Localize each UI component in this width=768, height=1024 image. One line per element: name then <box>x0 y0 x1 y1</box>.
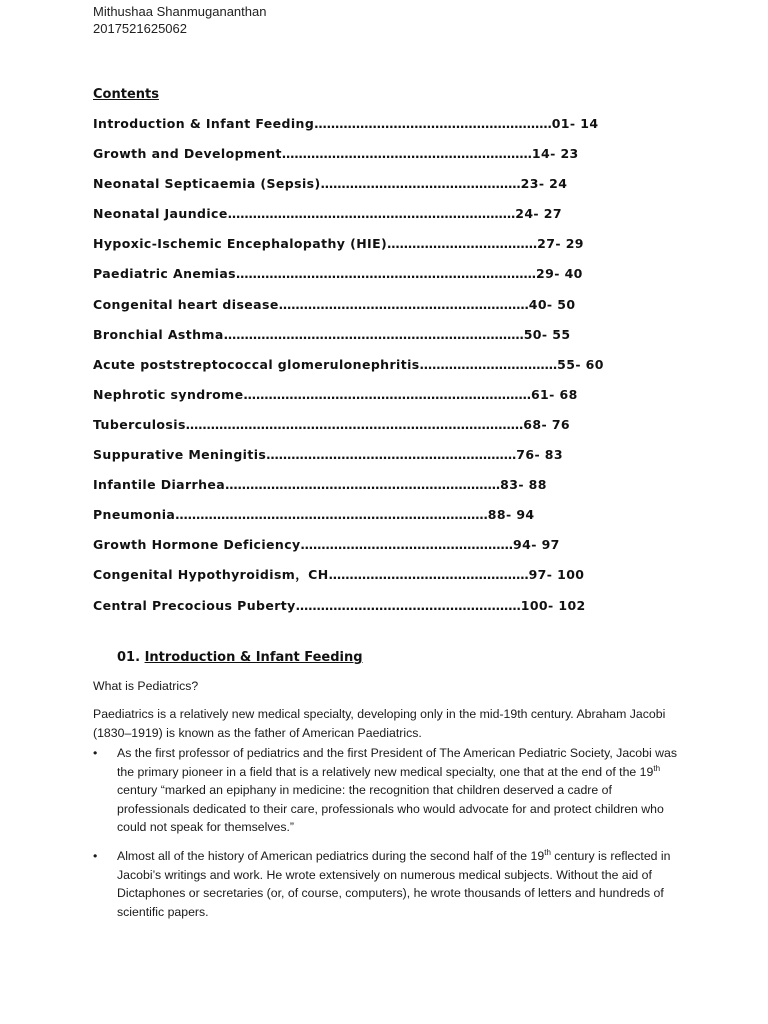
question-text: What is Pediatrics? <box>93 679 199 693</box>
toc-entry <box>93 506 653 536</box>
toc-entry-title: Bronchial Asthma <box>93 326 224 342</box>
toc-entry <box>93 597 653 627</box>
toc-entry <box>93 145 653 175</box>
toc-entry <box>93 296 653 326</box>
toc-entry-title: Neonatal Jaundice <box>93 206 228 222</box>
toc-entry <box>93 115 653 145</box>
toc-entry <box>93 356 653 386</box>
toc-leader-dots: ………………………………………… <box>320 176 521 192</box>
toc-entry-title: Central Precocious Puberty <box>93 597 296 613</box>
toc-entry-title: Hypoxic-Ischemic Encephalopathy (HIE) <box>93 236 388 252</box>
toc-page-range: 40- 50 <box>528 296 576 312</box>
toc-page-range: 76- 83 <box>516 447 563 463</box>
toc-entry-title: Suppurative Meningitis <box>93 447 267 463</box>
toc-page-range: 68- 76 <box>523 416 571 432</box>
toc-leader-dots: ……………………………………………… <box>295 597 521 613</box>
toc-entry-title: Acute poststreptococcal glomerulonephritis <box>93 356 420 372</box>
toc-page-range: 24- 27 <box>515 206 562 222</box>
toc-entry <box>93 536 653 566</box>
bullet-text: As the first professor of pediatrics and the first President of The American Pediatric Society, Jacobi was the primary pioneer in a field that is a relatively new medical specialty, one that at the end of the 19 <box>117 746 677 779</box>
toc-entry <box>93 566 653 596</box>
section-heading <box>117 650 363 665</box>
toc-entry <box>93 265 653 295</box>
toc-leader-dots: ……………………………………………………………… <box>236 266 537 282</box>
toc-entry-title: Growth Hormone Deficiency <box>93 537 301 553</box>
contents-heading: Contents <box>93 87 159 102</box>
toc-page-range: 27- 29 <box>537 236 584 252</box>
toc-leader-dots: ……………………………………………………………… <box>223 326 524 342</box>
toc-leader-dots: ………………………………………………………………… <box>175 507 488 523</box>
toc-leader-dots: …………………………………………………… <box>266 447 517 463</box>
toc-entry <box>93 416 653 446</box>
toc-page-range: 100- 102 <box>520 597 586 613</box>
toc-entry-title: Infantile Diarrhea <box>93 477 226 493</box>
toc-leader-dots: …………………………………………………………… <box>243 386 531 402</box>
bullet-mark: • <box>93 848 98 863</box>
bullet-text: century “marked an epiphany in medicine: the recognition that children deserved a cadre of professionals dedicated to their care, professionals who would advocate for and protect children who could not speak for themselves.” <box>117 783 664 835</box>
toc-page-range: 50- 55 <box>523 326 571 342</box>
toc-entry-title: Tuberculosis <box>93 416 186 432</box>
toc-page-range: 23- 24 <box>520 176 568 192</box>
bullet-text: Almost all of the history of American pediatrics during the second half of the 19 <box>117 848 545 863</box>
toc-page-range: 14- 23 <box>531 146 579 162</box>
author-name: Mithushaa Shanmugananthan <box>93 4 267 19</box>
toc-leader-dots: …………………………………………………… <box>281 146 532 162</box>
toc-entry <box>93 446 653 476</box>
toc-leader-dots: ………………………………………………………… <box>225 477 501 493</box>
toc-entry <box>93 235 653 265</box>
bullet-list <box>93 744 683 931</box>
toc-leader-dots: …………………………………………… <box>300 537 514 553</box>
document-header <box>93 3 266 37</box>
toc-leader-dots: ……………………………………………………………………… <box>185 416 524 432</box>
toc-entry-title: Nephrotic syndrome <box>93 386 244 402</box>
bullet-item <box>93 847 683 921</box>
toc-leader-dots: …………………………… <box>419 356 558 372</box>
toc-leader-dots: ………………………………………………… <box>314 116 552 131</box>
toc-entry <box>93 476 653 506</box>
toc-page-range: 94- 97 <box>513 537 560 553</box>
superscript: th <box>544 847 551 857</box>
toc-entry <box>93 326 653 356</box>
toc-page-range: 61- 68 <box>530 386 578 402</box>
toc-entry-title: Neonatal Septicaemia (Sepsis) <box>93 176 321 192</box>
toc-leader-dots: …………………………………………………… <box>278 296 529 312</box>
table-of-contents <box>93 115 653 627</box>
bullet-text: century is reflected in Jacobi’s writings and work. He wrote extensively on numerous medical subjects. Without the aid of Dictaphones or secretaries (or, of course, computers), he wrote thousands of letters and hundreds of scientific papers. <box>117 848 671 919</box>
bullet-mark: • <box>93 746 98 760</box>
bullet-item <box>93 744 683 837</box>
toc-leader-dots: ……………………………… <box>387 236 538 252</box>
toc-page-range: 01- 14 <box>551 116 599 131</box>
toc-entry <box>93 175 653 205</box>
toc-page-range: 83- 88 <box>500 477 547 493</box>
toc-entry-title: Congenital Hypothyroidism，CH <box>93 567 329 583</box>
toc-entry <box>93 386 653 416</box>
toc-page-range: 29- 40 <box>536 266 583 282</box>
toc-page-range: 97- 100 <box>528 567 585 583</box>
toc-entry-title: Pneumonia <box>93 507 176 523</box>
intro-paragraph: Paediatrics is a relatively new medical specialty, developing only in the mid-19th century. Abraham Jacobi (1830–1919) is known as the father of American Paediatrics. <box>93 707 666 740</box>
toc-entry-title: Introduction & Infant Feeding <box>93 116 315 131</box>
toc-entry-title: Growth and Development <box>93 146 282 162</box>
toc-page-range: 88- 94 <box>487 507 535 523</box>
toc-leader-dots: ………………………………………… <box>328 567 529 583</box>
toc-page-range: 55- 60 <box>557 356 604 372</box>
section-number: 01. <box>117 650 141 665</box>
superscript: th <box>653 763 661 773</box>
toc-entry-title: Congenital heart disease <box>93 296 279 312</box>
student-id: 2017521625062 <box>93 21 187 36</box>
toc-leader-dots: …………………………………………………………… <box>227 206 516 222</box>
toc-entry <box>93 205 653 235</box>
section-title: Introduction & Infant Feeding <box>144 650 363 665</box>
toc-entry-title: Paediatric Anemias <box>93 266 237 282</box>
